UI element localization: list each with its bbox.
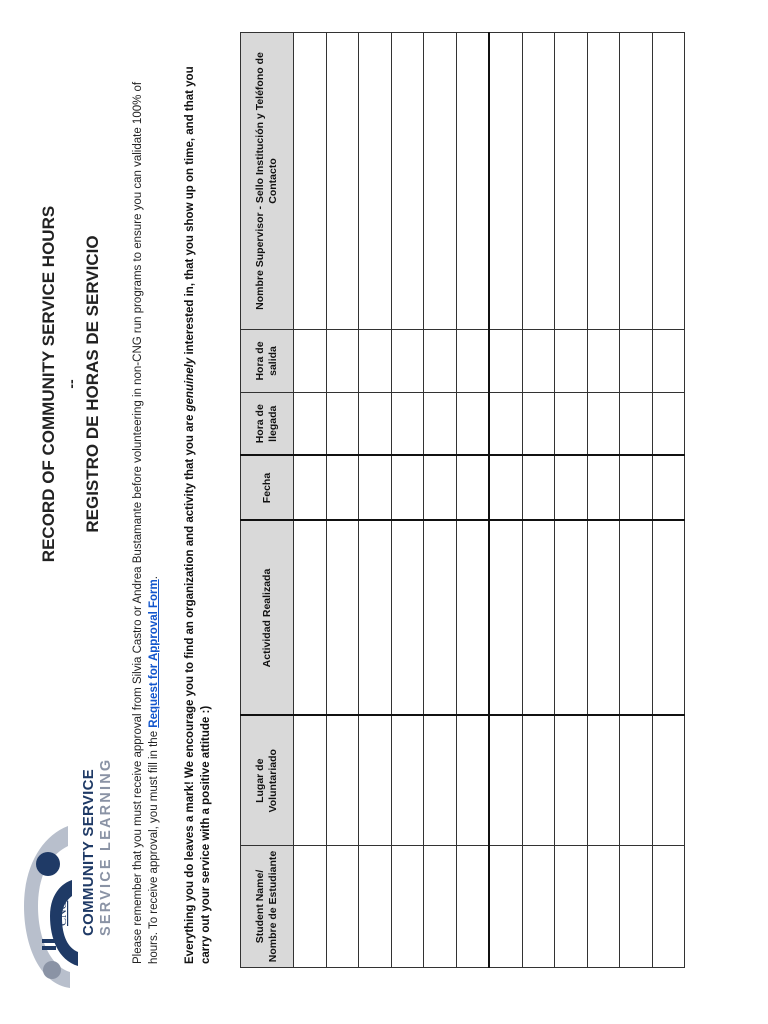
cell-activity[interactable] bbox=[326, 521, 359, 716]
service-hours-table bbox=[240, 32, 685, 968]
cell-departure[interactable] bbox=[555, 330, 588, 393]
cell-supervisor[interactable] bbox=[587, 33, 620, 330]
cell-departure[interactable] bbox=[294, 330, 327, 393]
cell-departure[interactable] bbox=[522, 330, 555, 393]
cell-departure[interactable] bbox=[620, 330, 653, 393]
cell-student-name[interactable] bbox=[294, 846, 327, 968]
cell-arrival[interactable] bbox=[555, 393, 588, 456]
cell-place[interactable] bbox=[424, 716, 457, 846]
cell-activity[interactable] bbox=[587, 521, 620, 716]
cell-place[interactable] bbox=[359, 716, 392, 846]
encouragement-end: interested in, that you show up on time, and that you carry out your service with a positive attitude :) bbox=[184, 66, 212, 964]
cell-student-name[interactable] bbox=[522, 846, 555, 968]
title-english: RECORD OF COMMUNITY SERVICE HOURS bbox=[39, 205, 58, 563]
cell-student-name[interactable] bbox=[326, 846, 359, 968]
cell-activity[interactable] bbox=[555, 521, 588, 716]
cell-date[interactable] bbox=[620, 456, 653, 521]
cell-arrival[interactable] bbox=[522, 393, 555, 456]
cell-activity[interactable] bbox=[620, 521, 653, 716]
cell-arrival[interactable] bbox=[424, 393, 457, 456]
cell-activity[interactable] bbox=[391, 521, 424, 716]
cell-supervisor[interactable] bbox=[326, 33, 359, 330]
header-departure: Hora de salida bbox=[241, 330, 294, 393]
header-arrival: Hora de llegada bbox=[241, 393, 294, 456]
cell-activity[interactable] bbox=[359, 521, 392, 716]
cell-departure[interactable] bbox=[326, 330, 359, 393]
cell-arrival[interactable] bbox=[391, 393, 424, 456]
cell-arrival[interactable] bbox=[489, 393, 522, 456]
cell-student-name[interactable] bbox=[359, 846, 392, 968]
cell-student-name[interactable] bbox=[587, 846, 620, 968]
cell-date[interactable] bbox=[294, 456, 327, 521]
table-row bbox=[555, 33, 588, 968]
approval-note bbox=[130, 64, 162, 964]
cell-date[interactable] bbox=[555, 456, 588, 521]
logo-line-community-service: COMMUNITY SERVICE bbox=[80, 768, 97, 936]
cell-supervisor[interactable] bbox=[424, 33, 457, 330]
cell-supervisor[interactable] bbox=[391, 33, 424, 330]
table-row bbox=[522, 33, 555, 968]
approval-note-text: Please remember that you must receive approval from Silvia Castro or Andrea Bustamante before volunteering in non-CNG run programs to ensure you can validate 100% of hours. To receive approval, you must fill in the bbox=[132, 81, 160, 964]
header-supervisor: Nombre Supervisor - Sello Institución y Teléfono de Contacto bbox=[241, 33, 294, 330]
table-row bbox=[620, 33, 653, 968]
table-row bbox=[294, 33, 327, 968]
header-student-name bbox=[241, 846, 294, 968]
logo-mark-text: CNG bbox=[55, 900, 69, 926]
cell-supervisor[interactable] bbox=[456, 33, 489, 330]
header-place bbox=[241, 716, 294, 846]
table-row bbox=[456, 33, 489, 968]
cell-date[interactable] bbox=[391, 456, 424, 521]
cell-arrival[interactable] bbox=[620, 393, 653, 456]
cell-place[interactable] bbox=[522, 716, 555, 846]
page-title bbox=[36, 74, 106, 694]
header-place-line2: Voluntariado bbox=[267, 749, 279, 813]
cell-arrival[interactable] bbox=[294, 393, 327, 456]
cell-date[interactable] bbox=[424, 456, 457, 521]
encouragement-text bbox=[182, 64, 214, 964]
cell-student-name[interactable] bbox=[620, 846, 653, 968]
header-student-line1: Student Name/ bbox=[254, 869, 266, 944]
cell-arrival[interactable] bbox=[587, 393, 620, 456]
header-activity: Actividad Realizada bbox=[241, 521, 294, 716]
cell-date[interactable] bbox=[489, 456, 522, 521]
cell-departure[interactable] bbox=[456, 330, 489, 393]
cell-place[interactable] bbox=[587, 716, 620, 846]
cell-place[interactable] bbox=[326, 716, 359, 846]
table-row bbox=[424, 33, 457, 968]
cell-place[interactable] bbox=[555, 716, 588, 846]
cell-departure[interactable] bbox=[489, 330, 522, 393]
cell-supervisor[interactable] bbox=[294, 33, 327, 330]
approval-note-end: . bbox=[148, 576, 160, 580]
cell-date[interactable] bbox=[522, 456, 555, 521]
cell-supervisor[interactable] bbox=[489, 33, 522, 330]
cell-departure[interactable] bbox=[587, 330, 620, 393]
cell-supervisor[interactable] bbox=[555, 33, 588, 330]
cell-student-name[interactable] bbox=[489, 846, 522, 968]
cell-arrival[interactable] bbox=[326, 393, 359, 456]
cell-student-name[interactable] bbox=[652, 846, 685, 968]
encouragement-emphasis: genuinely bbox=[184, 357, 196, 412]
cell-student-name[interactable] bbox=[391, 846, 424, 968]
header-date: Fecha bbox=[241, 456, 294, 521]
cell-departure[interactable] bbox=[652, 330, 685, 393]
cell-activity[interactable] bbox=[489, 521, 522, 716]
cell-place[interactable] bbox=[489, 716, 522, 846]
cell-activity[interactable] bbox=[294, 521, 327, 716]
table-row bbox=[391, 33, 424, 968]
cell-place[interactable] bbox=[620, 716, 653, 846]
cell-activity[interactable] bbox=[424, 521, 457, 716]
encouragement-start: Everything you do leaves a mark! We encourage you to find an organization and activity that you are bbox=[184, 411, 196, 964]
cell-activity[interactable] bbox=[522, 521, 555, 716]
cell-student-name[interactable] bbox=[555, 846, 588, 968]
title-separator: -- bbox=[63, 379, 79, 389]
cell-activity[interactable] bbox=[652, 521, 685, 716]
cell-arrival[interactable] bbox=[456, 393, 489, 456]
request-approval-form-link[interactable]: Request for Approval Form bbox=[148, 579, 160, 728]
cell-date[interactable] bbox=[587, 456, 620, 521]
cell-place[interactable] bbox=[456, 716, 489, 846]
logo-line-service-learning: SERVICE LEARNING bbox=[98, 757, 114, 936]
cell-departure[interactable] bbox=[424, 330, 457, 393]
cell-supervisor[interactable] bbox=[652, 33, 685, 330]
cell-supervisor[interactable] bbox=[359, 33, 392, 330]
header-student-line2: Nombre de Estudiante bbox=[267, 850, 279, 963]
table-row bbox=[652, 33, 685, 968]
cell-student-name[interactable] bbox=[456, 846, 489, 968]
cell-place[interactable] bbox=[391, 716, 424, 846]
cell-arrival[interactable] bbox=[359, 393, 392, 456]
title-spanish: REGISTRO DE HORAS DE SERVICIO bbox=[83, 235, 102, 533]
table-row bbox=[489, 33, 522, 968]
cell-date[interactable] bbox=[359, 456, 392, 521]
cell-date[interactable] bbox=[326, 456, 359, 521]
table-row bbox=[587, 33, 620, 968]
table-row bbox=[359, 33, 392, 968]
cell-supervisor[interactable] bbox=[620, 33, 653, 330]
cell-student-name[interactable] bbox=[424, 846, 457, 968]
cell-departure[interactable] bbox=[359, 330, 392, 393]
cell-departure[interactable] bbox=[391, 330, 424, 393]
header-place-line1: Lugar de bbox=[254, 758, 266, 803]
cell-date[interactable] bbox=[652, 456, 685, 521]
table-body bbox=[294, 33, 685, 968]
cell-supervisor[interactable] bbox=[522, 33, 555, 330]
cell-arrival[interactable] bbox=[652, 393, 685, 456]
cng-logo bbox=[20, 756, 140, 996]
cell-place[interactable] bbox=[652, 716, 685, 846]
cell-date[interactable] bbox=[456, 456, 489, 521]
cell-activity[interactable] bbox=[456, 521, 489, 716]
cell-place[interactable] bbox=[294, 716, 327, 846]
table-header-row bbox=[241, 33, 294, 968]
table-row bbox=[326, 33, 359, 968]
